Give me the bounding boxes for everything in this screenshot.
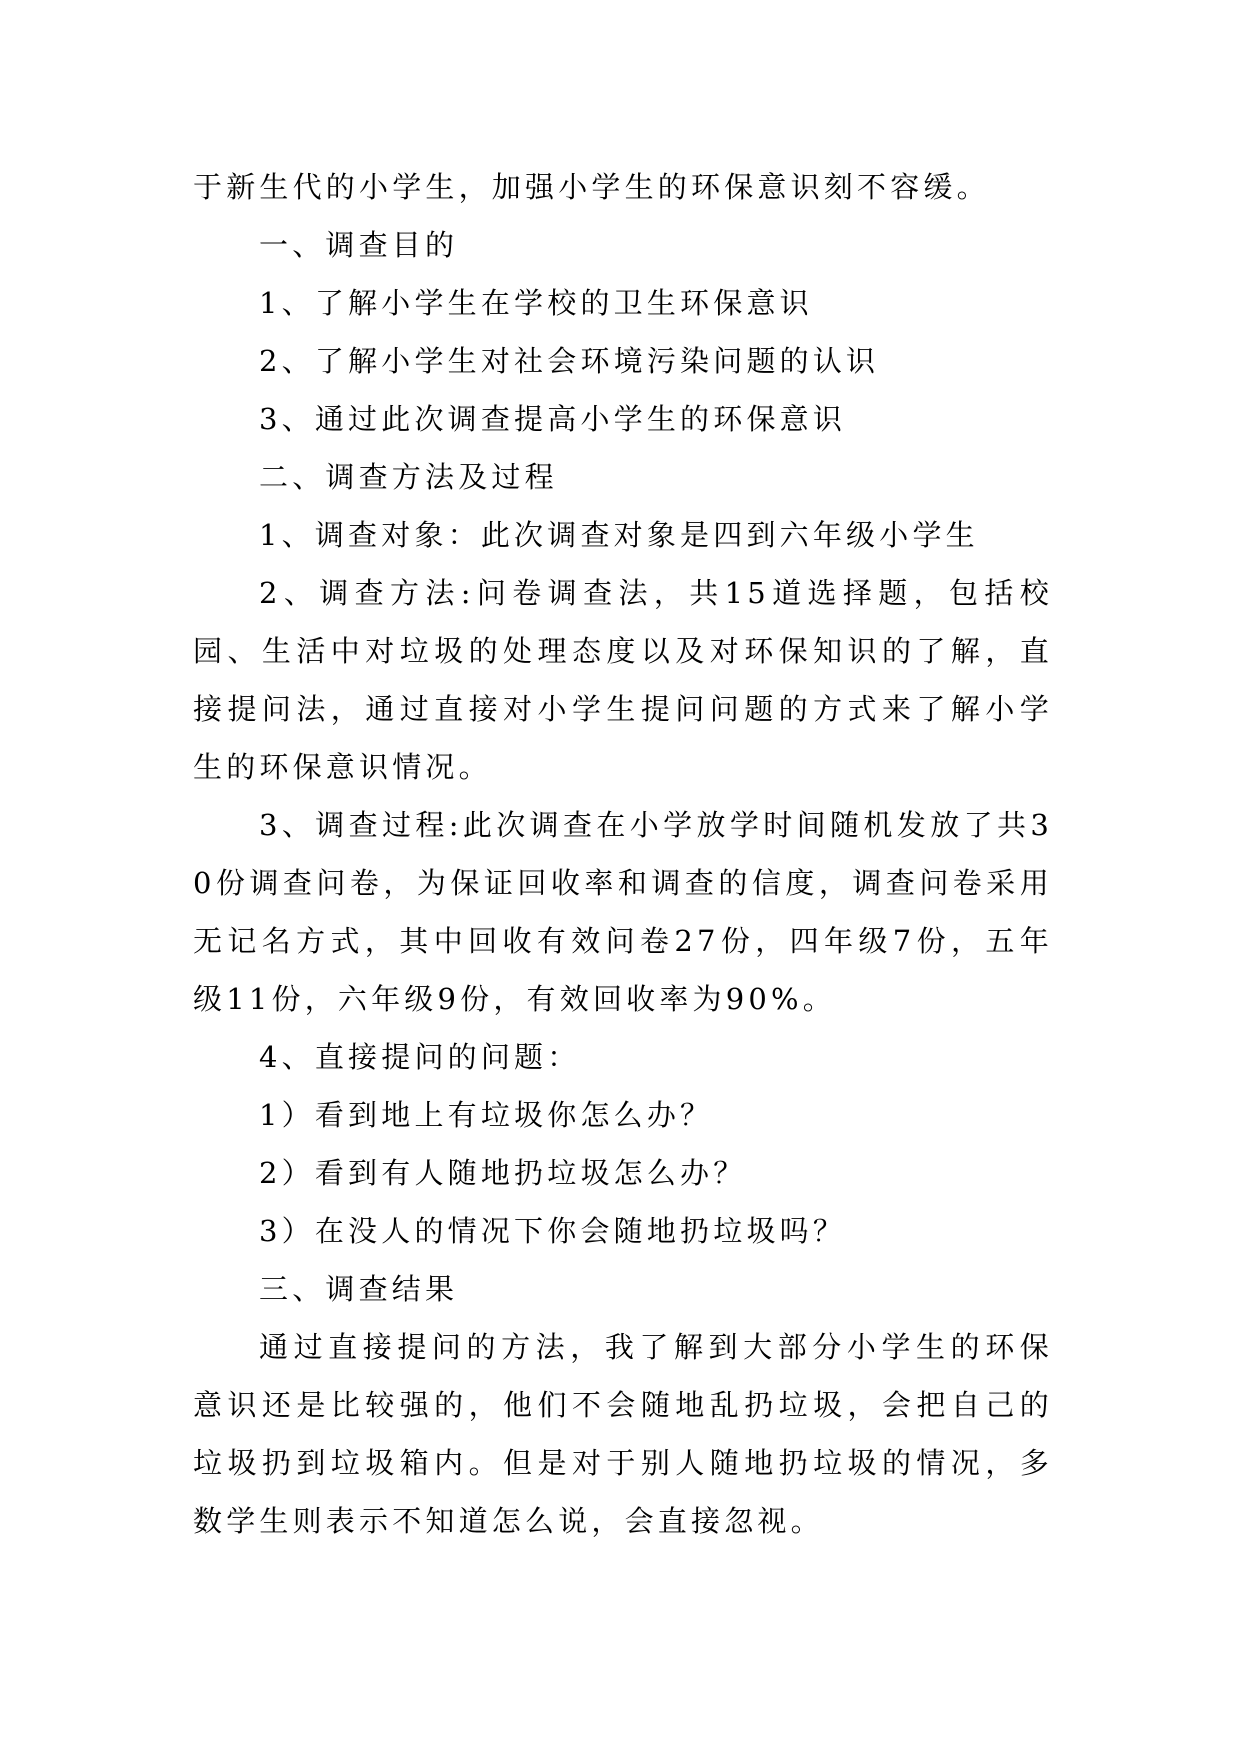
- purpose-item-1: 1、了解小学生在学校的卫生环保意识: [259, 286, 813, 320]
- method-item-subjects: 1、调查对象：此次调查对象是四到六年级小学生: [259, 518, 979, 552]
- paragraph-continuation: 于新生代的小学生，加强小学生的环保意识刻不容缓。: [193, 170, 990, 204]
- heading-survey-purpose: 一、调查目的: [259, 228, 459, 262]
- results-paragraph: 通过直接提问的方法，我了解到大部分小学生的环保意识还是比较强的，他们不会随地乱扔垃圾，会把自己的垃圾扔到垃圾箱内。但是对于别人随地扔垃圾的情况，多数学生则表示不知道怎么说，会直接忽视。: [193, 1330, 1053, 1538]
- purpose-item-2: 2、了解小学生对社会环境污染问题的认识: [259, 344, 880, 378]
- document-body: [193, 158, 1053, 1550]
- method-item-process: 3、调查过程:此次调查在小学放学时间随机发放了共30份调查问卷，为保证回收率和调查的信度，调查问卷采用无记名方式，其中回收有效问卷27份，四年级7份，五年级11份，六年级9份，有效回收率为90%。: [193, 808, 1053, 1016]
- question-2: 2）看到有人随地扔垃圾怎么办？: [259, 1156, 747, 1190]
- method-item-questions: 4、直接提问的问题：: [259, 1040, 581, 1074]
- heading-survey-method: 二、调查方法及过程: [259, 460, 558, 494]
- question-3: 3）在没人的情况下你会随地扔垃圾吗？: [259, 1214, 847, 1248]
- question-1: 1）看到地上有垃圾你怎么办？: [259, 1098, 714, 1132]
- purpose-item-3: 3、通过此次调查提高小学生的环保意识: [259, 402, 847, 436]
- heading-survey-results: 三、调查结果: [259, 1272, 459, 1306]
- method-item-approach: 2、调查方法:问卷调查法，共15道选择题，包括校园、生活中对垃圾的处理态度以及对环保知识的了解，直接提问法，通过直接对小学生提问问题的方式来了解小学生的环保意识情况。: [193, 576, 1053, 784]
